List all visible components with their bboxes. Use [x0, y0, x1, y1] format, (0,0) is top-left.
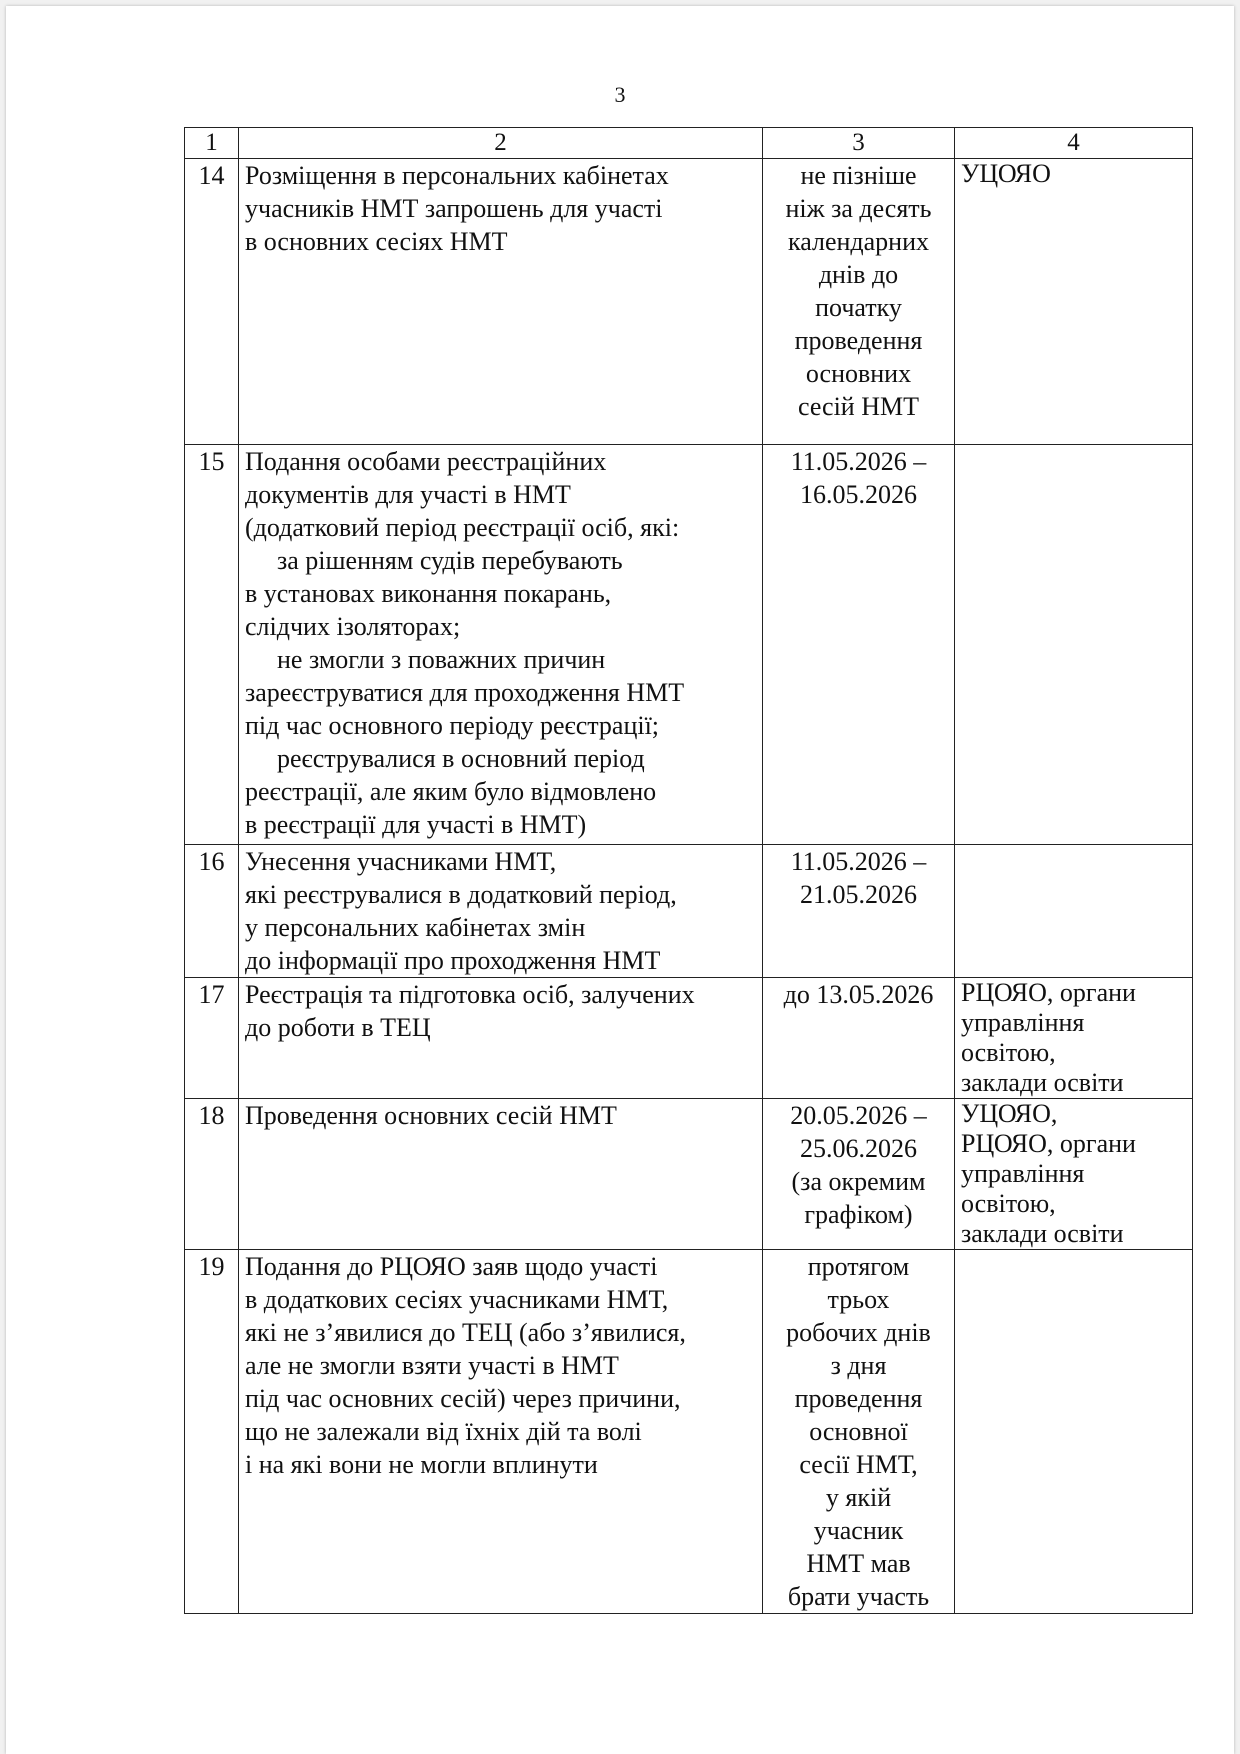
header-row [185, 128, 1193, 159]
term-cell-line: календарних [787, 227, 930, 256]
event-cell-line: які не з’явилися до ТЕЦ (або з’явилися, [245, 1318, 686, 1347]
event-cell [239, 845, 763, 978]
event-cell-line: під час основних сесій) через причини, [245, 1384, 681, 1413]
column-header: 4 [955, 128, 1193, 159]
event-cell-line: Реєстрація та підготовка осіб, залучених [245, 980, 695, 1009]
table-row [185, 845, 1193, 978]
responsible-cell [955, 1250, 1193, 1614]
responsible-cell-line: управління [961, 1159, 1085, 1188]
table-row [185, 445, 1193, 845]
term-cell-line: з дня [830, 1351, 887, 1380]
event-cell-line: але не змогли взяти участі в НМТ [245, 1351, 619, 1380]
column-header: 3 [763, 128, 955, 159]
event-cell-line: в установах виконання покарань, [245, 579, 612, 608]
term-cell-line: сесії НМТ, [799, 1450, 918, 1479]
row-number: 16 [185, 845, 239, 978]
event-cell-line: і на які вони не могли вплинути [245, 1450, 598, 1479]
term-cell-line: 20.05.2026 – [790, 1101, 927, 1130]
responsible-cell-line: управління [961, 1008, 1085, 1037]
event-cell-line: які реєструвалися в додатковий період, [245, 880, 677, 909]
term-cell-line: робочих днів [786, 1318, 931, 1347]
responsible-cell-line: УЦОЯО [961, 159, 1051, 188]
event-cell [239, 978, 763, 1099]
event-cell-line: під час основного періоду реєстрації; [245, 711, 660, 740]
event-cell-line: що не залежали від їхніх дій та волі [245, 1417, 642, 1446]
event-cell-line: слідчих ізоляторах; [245, 612, 461, 641]
event-cell-line: до роботи в ТЕЦ [245, 1013, 431, 1042]
term-cell-line: проведення [794, 326, 923, 355]
row-number: 18 [185, 1099, 239, 1250]
responsible-cell-line: УЦОЯО, [961, 1099, 1058, 1128]
event-cell [239, 159, 763, 445]
term-cell-line: протягом [807, 1252, 910, 1281]
row-number: 17 [185, 978, 239, 1099]
term-cell-line: до 13.05.2026 [783, 980, 934, 1009]
page-number: 3 [614, 82, 626, 107]
term-cell-line: 11.05.2026 – [790, 447, 927, 476]
term-cell-line: 25.06.2026 [800, 1134, 917, 1163]
event-cell-line: Проведення основних сесій НМТ [245, 1101, 617, 1130]
term-cell-line: ніж за десять [785, 194, 932, 223]
term-cell-line: основної [809, 1417, 908, 1446]
term-cell-line: трьох [827, 1285, 890, 1314]
term-cell [763, 445, 955, 845]
term-cell [763, 978, 955, 1099]
document-page [6, 6, 1234, 1754]
term-cell-line: основних [805, 359, 912, 388]
term-cell-line: брати участь [787, 1582, 930, 1611]
term-cell-line: НМТ мав [806, 1549, 911, 1578]
term-cell-line: днів до [818, 260, 899, 289]
responsible-cell [955, 845, 1193, 978]
event-cell [239, 445, 763, 845]
responsible-cell-line: заклади освіти [961, 1219, 1124, 1248]
term-cell-line: у якій [825, 1483, 892, 1512]
table-row [185, 1250, 1193, 1614]
table-row [185, 978, 1193, 1099]
event-cell-line: реєструвалися в основний період [277, 744, 645, 773]
event-cell-line: в основних сесіях НМТ [245, 227, 508, 256]
term-cell [763, 1099, 955, 1250]
event-cell-line: в реєстрації для участі в НМТ) [245, 810, 587, 839]
responsible-cell-line: освітою, [961, 1038, 1056, 1067]
table-row [185, 159, 1193, 445]
term-cell-line: проведення [794, 1384, 923, 1413]
event-cell-line: учасників НМТ запрошень для участі [245, 194, 663, 223]
event-cell-line: в додаткових сесіях учасниками НМТ, [245, 1285, 669, 1314]
term-cell-line: не пізніше [800, 161, 917, 190]
term-cell [763, 159, 955, 445]
responsible-cell [955, 445, 1193, 845]
event-cell-line: реєстрації, але яким було відмовлено [245, 777, 657, 806]
event-cell-line: Унесення учасниками НМТ, [245, 847, 557, 876]
term-cell [763, 845, 955, 978]
responsible-cell [955, 1099, 1193, 1250]
responsible-cell-line: РЦОЯО, органи [961, 978, 1136, 1007]
responsible-cell-line: заклади освіти [961, 1068, 1124, 1097]
event-cell-line: Подання особами реєстраційних [245, 447, 607, 476]
column-header: 2 [239, 128, 763, 159]
event-cell [239, 1099, 763, 1250]
event-cell-line: Подання до РЦОЯО заяв щодо участі [245, 1252, 658, 1281]
term-cell-line: учасник [813, 1516, 904, 1545]
term-cell-line: початку [815, 293, 902, 322]
event-cell-line: за рішенням судів перебувають [277, 546, 623, 575]
table-row [185, 1099, 1193, 1250]
event-cell-line: зареєструватися для проходження НМТ [245, 678, 685, 707]
schedule-table [184, 127, 1193, 1614]
event-cell [239, 1250, 763, 1614]
term-cell-line: графіком) [804, 1200, 913, 1229]
term-cell-line: 11.05.2026 – [790, 847, 927, 876]
event-cell-line: (додатковий період реєстрації осіб, які: [245, 513, 680, 542]
term-cell-line: 21.05.2026 [800, 880, 917, 909]
event-cell-line: до інформації про проходження НМТ [245, 946, 661, 975]
term-cell-line: (за окремим [791, 1167, 926, 1196]
event-cell-line: у персональних кабінетах змін [245, 913, 586, 942]
row-number: 14 [185, 159, 239, 445]
column-header: 1 [185, 128, 239, 159]
responsible-cell-line: РЦОЯО, органи [961, 1129, 1136, 1158]
term-cell [763, 1250, 955, 1614]
term-cell-line: сесій НМТ [798, 392, 919, 421]
term-cell-line: 16.05.2026 [800, 480, 917, 509]
row-number: 19 [185, 1250, 239, 1614]
responsible-cell [955, 159, 1193, 445]
event-cell-line: не змогли з поважних причин [277, 645, 606, 674]
event-cell-line: Розміщення в персональних кабінетах [245, 161, 669, 190]
row-number: 15 [185, 445, 239, 845]
event-cell-line: документів для участі в НМТ [245, 480, 571, 509]
responsible-cell [955, 978, 1193, 1099]
responsible-cell-line: освітою, [961, 1189, 1056, 1218]
